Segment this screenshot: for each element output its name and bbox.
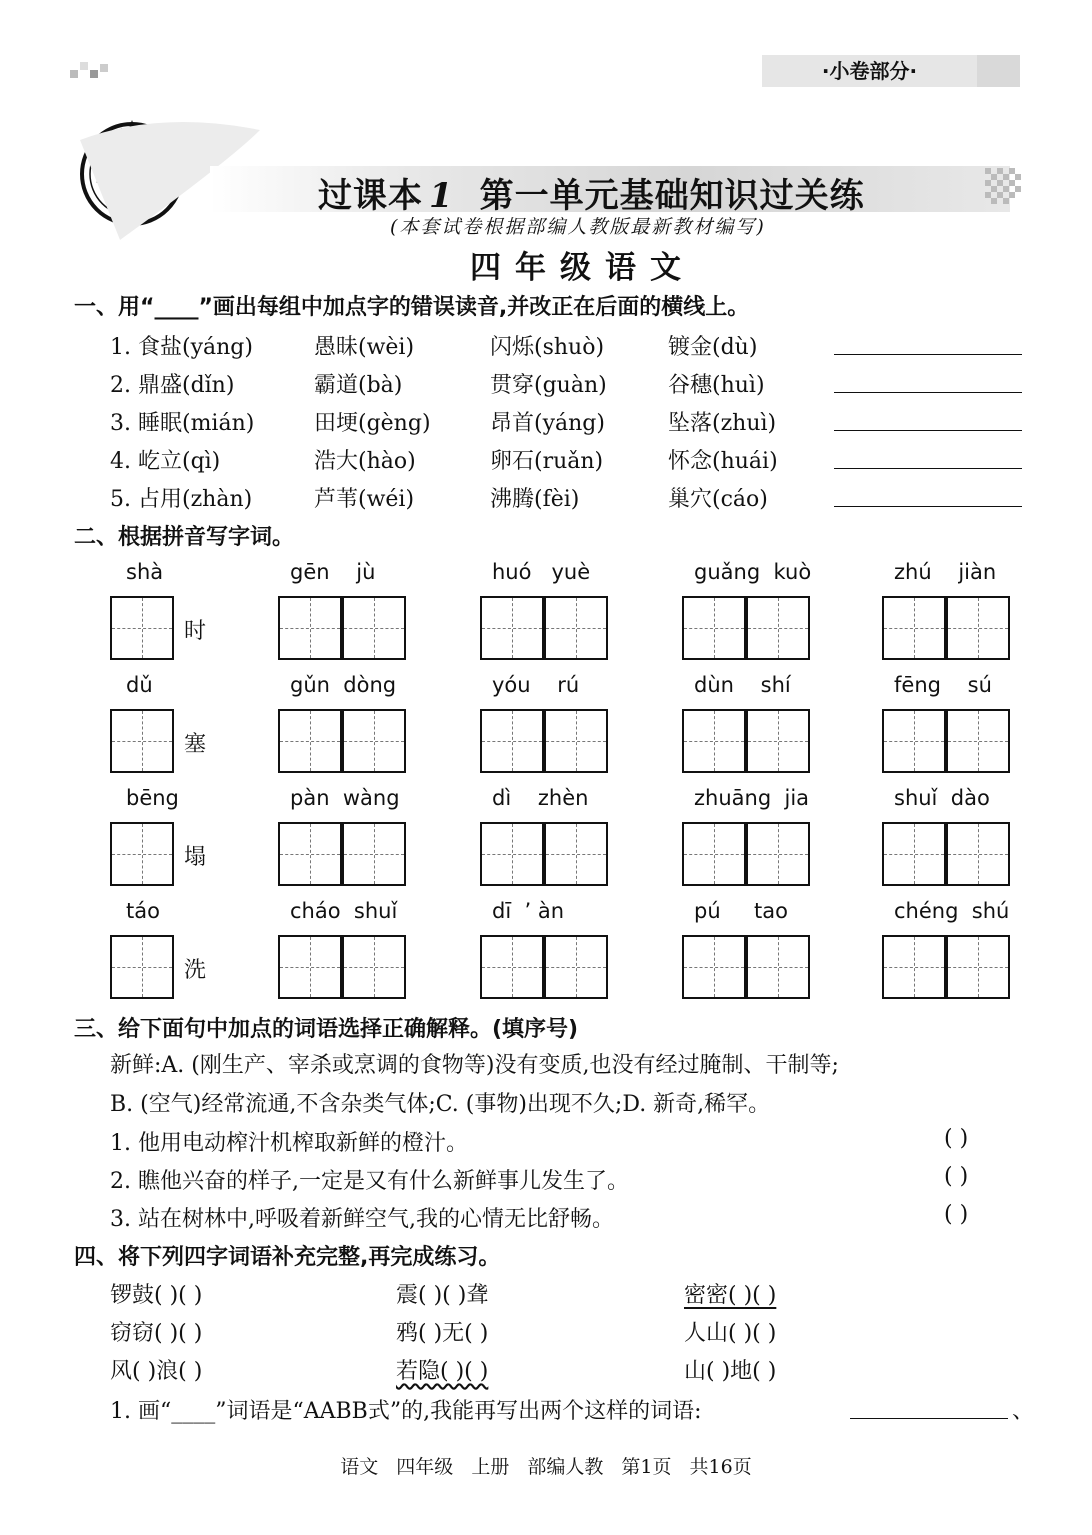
writing-box[interactable] [480,596,544,660]
subtitle: (本套试卷根据部编人教版最新教材编写) [390,216,766,238]
writing-box[interactable] [746,709,810,773]
page-footer: 语文 四年级 上册 部编人教 第1页 共16页 [340,1456,752,1478]
writing-box[interactable] [278,596,342,660]
page-title: 过课本 1 第一单元基础知识过关练 [318,176,865,216]
q1-item: 贯穿(guàn) [490,373,607,398]
q1-answer-line[interactable] [834,430,1022,431]
pinyin-label: huó yuè [492,560,591,584]
writing-box[interactable] [278,822,342,886]
q3-sentence: 2. 瞧他兴奋的样子,一定是又有什么新鲜事儿发生了。 [110,1169,629,1194]
pinyin-label: fēng sú [894,673,992,697]
q1-answer-line[interactable] [834,468,1022,469]
writing-box[interactable] [480,935,544,999]
idiom-item[interactable]: 若隐( )( ) [396,1359,489,1384]
q1-item: 沸腾(fèi) [490,487,580,512]
q1-item: 巢穴(cáo) [668,487,768,512]
writing-box[interactable] [342,596,406,660]
pinyin-label: chéng shú [894,899,1010,923]
q1-answer-line[interactable] [834,354,1022,355]
grade-heading: 四年级语文 [470,250,695,286]
corner-decoration [70,62,110,86]
idiom-item[interactable]: 鸦( )无( ) [396,1321,489,1346]
pinyin-label: dì zhèn [492,786,589,810]
q1-item: 霸道(bà) [314,373,403,398]
pinyin-label: shà [126,560,164,584]
q3-definition-line2: B. (空气)经常流通,不含杂类气体;C. (事物)出现不久;D. 新奇,稀罕。 [110,1092,771,1117]
pinyin-label: shuǐ dào [894,786,990,810]
q1-item: 谷穗(huì) [668,373,765,398]
idiom-item[interactable]: 窃窃( )( ) [110,1321,203,1346]
q1-item: 4. 屹立(qì) [110,449,221,474]
writing-box[interactable] [110,596,174,660]
q1-item: 愚昧(wèi) [314,335,415,360]
idiom-item[interactable]: 风( )浪( ) [110,1359,203,1384]
q1-item: 坠落(zhuì) [668,411,777,436]
writing-box[interactable] [278,709,342,773]
q3-answer-paren[interactable]: ( ) [944,1202,969,1227]
q1-item: 昂首(yáng) [490,411,605,436]
pinyin-label: dǔ [126,673,153,697]
q1-item: 3. 睡眠(mián) [110,411,255,436]
q1-item: 1. 食盐(yáng) [110,335,253,360]
pinyin-label: pàn wàng [290,786,400,810]
q1-item: 芦苇(wéi) [314,487,415,512]
q4-heading: 四、将下列四字词语补充完整,再完成练习。 [74,1245,501,1270]
writing-box[interactable] [746,822,810,886]
title-checker-pattern [985,168,1021,214]
writing-box[interactable] [544,935,608,999]
writing-box[interactable] [946,709,1010,773]
pinyin-label: dī ’ àn [492,899,565,923]
q1-answer-line[interactable] [834,506,1022,507]
writing-box[interactable] [278,935,342,999]
idiom-item[interactable]: 震( )( )聋 [396,1283,489,1308]
writing-box[interactable] [110,709,174,773]
idiom-item[interactable]: 锣鼓( )( ) [110,1283,203,1308]
given-character: 时 [184,619,207,644]
section-tag: ·小卷部分· [762,55,977,87]
writing-box[interactable] [746,935,810,999]
pinyin-label: gǔn dòng [290,673,397,697]
writing-box[interactable] [480,822,544,886]
q3-sentence: 3. 站在树林中,呼吸着新鲜空气,我的心情无比舒畅。 [110,1207,614,1232]
q1-item: 卵石(ruǎn) [490,449,604,474]
writing-box[interactable] [882,709,946,773]
q1-item: 闪烁(shuò) [490,335,605,360]
pinyin-label: cháo shuǐ [290,899,398,923]
writing-box[interactable] [110,935,174,999]
q3-sentence: 1. 他用电动榨汁机榨取新鲜的橙汁。 [110,1131,468,1156]
q4-practice: 1. 画“____”词语是“AABB式”的,我能再写出两个这样的词语: [110,1399,702,1424]
q1-answer-line[interactable] [834,392,1022,393]
q2-heading: 二、根据拼音写字词。 [74,525,295,550]
q4-answer-line[interactable] [850,1418,1008,1419]
given-character: 塞 [184,732,207,757]
pinyin-label: pú tao [694,899,788,923]
idiom-item[interactable]: 密密( )( ) [684,1283,777,1308]
writing-box[interactable] [682,709,746,773]
q1-heading: 一、用“____”画出每组中加点字的错误读音,并改正在后面的横线上。 [74,295,750,320]
writing-box[interactable] [544,596,608,660]
q1-item: 镀金(dù) [668,335,758,360]
writing-box[interactable] [682,596,746,660]
q1-item: 田埂(gèng) [314,411,431,436]
q3-heading: 三、给下面句中加点的词语选择正确解释。(填序号) [74,1017,579,1042]
writing-box[interactable] [342,709,406,773]
writing-box[interactable] [682,935,746,999]
pinyin-label: yóu rú [492,673,580,697]
pinyin-label: gēn jù [290,560,376,584]
writing-box[interactable] [544,709,608,773]
pinyin-label: bēng [126,786,179,810]
writing-box[interactable] [746,596,810,660]
q1-item: 浩大(hào) [314,449,416,474]
writing-box[interactable] [882,596,946,660]
writing-box[interactable] [946,596,1010,660]
writing-box[interactable] [682,822,746,886]
writing-box[interactable] [110,822,174,886]
q3-answer-paren[interactable]: ( ) [944,1126,969,1151]
idiom-item[interactable]: 人山( )( ) [684,1321,777,1346]
pinyin-label: zhú jiàn [894,560,997,584]
writing-box[interactable] [946,935,1010,999]
q1-item: 2. 鼎盛(dǐn) [110,373,235,398]
writing-box[interactable] [882,935,946,999]
q3-definition-line1: 新鲜:A. (刚生产、宰杀或烹调的食物等)没有变质,也没有经过腌制、干制等; [110,1053,839,1078]
writing-box[interactable] [544,822,608,886]
q1-item: 5. 占用(zhàn) [110,487,253,512]
pinyin-label: dùn shí [694,673,791,697]
q1-item: 怀念(huái) [668,449,778,474]
writing-box[interactable] [342,822,406,886]
q4-practice-end: 、 [1012,1399,1035,1424]
given-character: 洗 [184,958,207,983]
pinyin-label: guǎng kuò [694,560,812,584]
pinyin-label: táo [126,899,160,923]
writing-box[interactable] [946,822,1010,886]
pinyin-label: zhuāng jia [694,786,810,810]
writing-box[interactable] [480,709,544,773]
idiom-item[interactable]: 山( )地( ) [684,1359,777,1384]
writing-box[interactable] [342,935,406,999]
q3-answer-paren[interactable]: ( ) [944,1164,969,1189]
given-character: 塌 [184,845,207,870]
writing-box[interactable] [882,822,946,886]
